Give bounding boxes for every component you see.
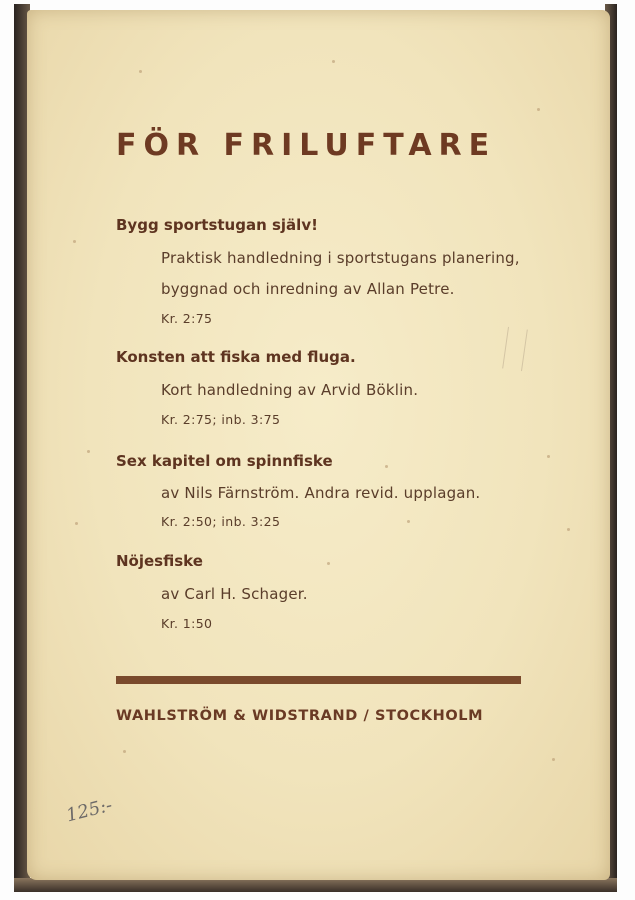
book-edge-shadow-bottom [14, 878, 617, 892]
book-description-line: Praktisk handledning i sportstugans planering, [161, 249, 520, 267]
publisher-imprint: WAHLSTRÖM & WIDSTRAND / STOCKHOLM [116, 708, 484, 724]
book-description-line: av Carl H. Schager. [161, 585, 308, 603]
book-title: Sex kapitel om spinnfiske [116, 452, 333, 470]
book-description-line: av Nils Färnström. Andra revid. upplagan. [161, 484, 481, 502]
book-description-line: Kort handledning av Arvid Böklin. [161, 381, 419, 399]
handwritten-price-note: 125:- [64, 794, 115, 827]
book-price: Kr. 2:50; inb. 3:25 [161, 514, 281, 529]
book-price: Kr. 2:75; inb. 3:75 [161, 412, 281, 427]
book-price: Kr. 2:75 [161, 311, 213, 326]
book-title: Nöjesfiske [116, 552, 203, 570]
book-description-line: byggnad och inredning av Allan Petre. [161, 280, 455, 298]
horizontal-rule [116, 676, 521, 684]
book-title: Bygg sportstugan själv! [116, 216, 318, 234]
series-heading: FÖR FRILUFTARE [116, 128, 497, 163]
book-title: Konsten att fiska med fluga. [116, 348, 356, 366]
book-price: Kr. 1:50 [161, 616, 213, 631]
